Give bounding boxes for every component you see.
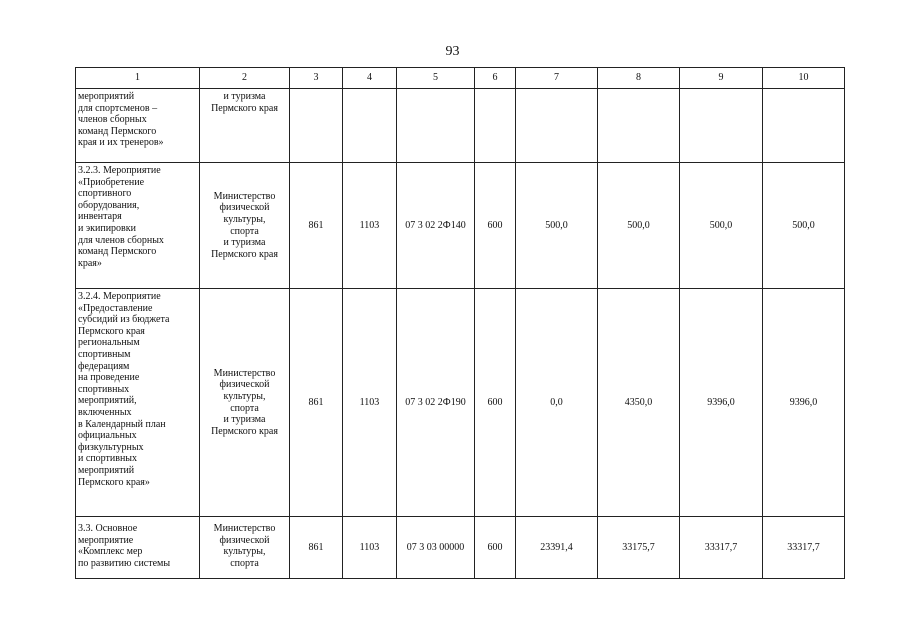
column-header: 1 — [76, 68, 200, 89]
table-row — [76, 289, 845, 517]
executor-cell: и туризма Пермского края — [200, 89, 290, 163]
value-cell: 23391,4 — [516, 517, 598, 579]
measure-name-cell: 3.2.4. Мероприятие «Предоставление субсидий из бюджета Пермского края региональным спортивным федерациям на проведение спортивных мероприятий, включенных в Календарный план официальных физкультурных и спортивных мероприятий Пермского края» — [76, 289, 200, 517]
value-cell: 861 — [290, 517, 343, 579]
value-cell: 500,0 — [516, 163, 598, 289]
table-row — [76, 163, 845, 289]
value-cell — [680, 89, 763, 163]
value-cell: 500,0 — [763, 163, 845, 289]
value-cell: 07 3 02 2Ф140 — [397, 163, 475, 289]
value-cell: 0,0 — [516, 289, 598, 517]
value-cell: 600 — [475, 163, 516, 289]
value-cell — [516, 89, 598, 163]
value-cell — [475, 89, 516, 163]
column-header: 6 — [475, 68, 516, 89]
value-cell: 600 — [475, 289, 516, 517]
page-number: 93 — [445, 44, 460, 59]
value-cell: 07 3 03 00000 — [397, 517, 475, 579]
table-row — [76, 89, 845, 163]
column-header: 4 — [343, 68, 397, 89]
column-header: 9 — [680, 68, 763, 89]
value-cell — [397, 89, 475, 163]
value-cell: 07 3 02 2Ф190 — [397, 289, 475, 517]
value-cell: 500,0 — [598, 163, 680, 289]
value-cell: 33175,7 — [598, 517, 680, 579]
value-cell: 1103 — [343, 289, 397, 517]
value-cell: 9396,0 — [763, 289, 845, 517]
value-cell: 861 — [290, 289, 343, 517]
value-cell — [343, 89, 397, 163]
column-header: 5 — [397, 68, 475, 89]
executor-cell: Министерство физической культуры, спорта — [200, 517, 290, 579]
column-header: 3 — [290, 68, 343, 89]
value-cell: 9396,0 — [680, 289, 763, 517]
executor-cell: Министерство физической культуры, спорта и туризма Пермского края — [200, 163, 290, 289]
value-cell — [290, 89, 343, 163]
value-cell: 33317,7 — [763, 517, 845, 579]
value-cell: 500,0 — [680, 163, 763, 289]
budget-table — [75, 67, 845, 579]
column-header: 2 — [200, 68, 290, 89]
column-header: 8 — [598, 68, 680, 89]
measure-name-cell: 3.3. Основное мероприятие «Комплекс мер по развитию системы — [76, 517, 200, 579]
column-header: 10 — [763, 68, 845, 89]
value-cell: 1103 — [343, 517, 397, 579]
column-header: 7 — [516, 68, 598, 89]
measure-name-cell: мероприятий для спортсменов – членов сборных команд Пермского края и их тренеров» — [76, 89, 200, 163]
value-cell: 1103 — [343, 163, 397, 289]
value-cell: 33317,7 — [680, 517, 763, 579]
value-cell: 861 — [290, 163, 343, 289]
executor-cell: Министерство физической культуры, спорта и туризма Пермского края — [200, 289, 290, 517]
measure-name-cell: 3.2.3. Мероприятие «Приобретение спортивного оборудования, инвентаря и экипировки для членов сборных команд Пермского края» — [76, 163, 200, 289]
value-cell: 600 — [475, 517, 516, 579]
value-cell: 4350,0 — [598, 289, 680, 517]
header-row — [76, 68, 845, 89]
table-row — [76, 517, 845, 579]
value-cell — [598, 89, 680, 163]
value-cell — [763, 89, 845, 163]
